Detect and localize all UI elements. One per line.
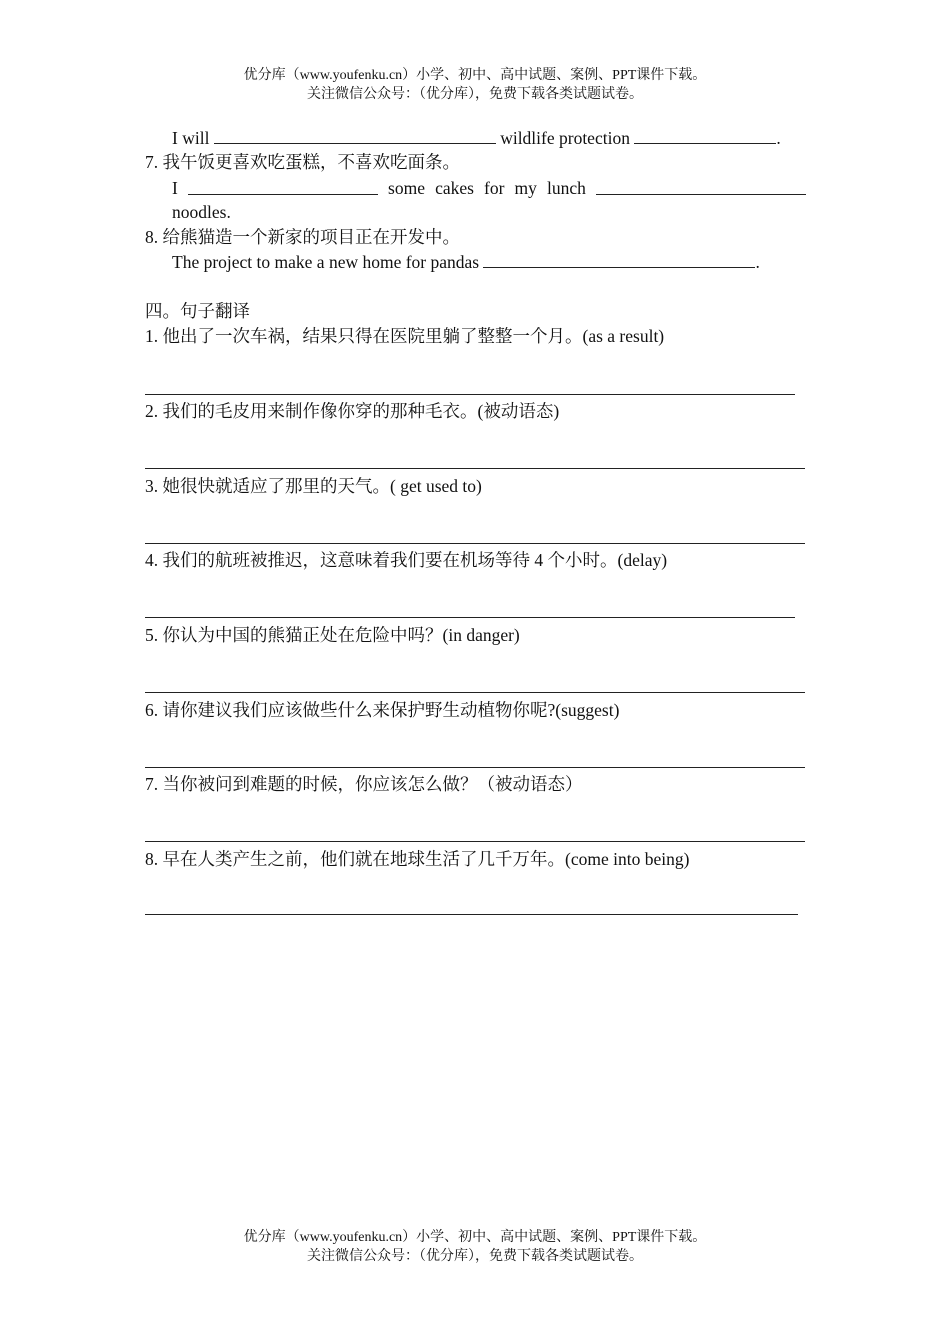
page-header: [0, 66, 950, 104]
page-footer: [0, 1228, 950, 1266]
answer-line-7[interactable]: [145, 841, 805, 842]
q8-text-a: The project to make a new home for pandas: [172, 252, 480, 272]
header-line-1: 优分库（www.youfenku.cn）小学、初中、高中试题、案例、PPT课件下载。: [243, 68, 707, 83]
header-line-2: 关注微信公众号：（优分库），免费下载各类试题试卷。: [307, 87, 643, 102]
q6-text-b: wildlife protection: [500, 128, 630, 148]
footer-line-1: 优分库（www.youfenku.cn）小学、初中、高中试题、案例、PPT课件下载。: [243, 1230, 707, 1245]
q8-prompt: 8. 给熊猫造一个新家的项目正在开发中。: [145, 227, 460, 247]
q7-text-e: my: [514, 178, 537, 198]
answer-line-8[interactable]: [145, 914, 798, 915]
q6-blank-1[interactable]: [214, 129, 496, 144]
q6-blank-2[interactable]: [634, 129, 776, 144]
q8-end: .: [755, 252, 760, 272]
section-title: 四。句子翻译: [145, 301, 250, 321]
q7-answer-line: [172, 177, 806, 199]
translation-item-7: 7. 当你被问到难题的时候，你应该怎么做？（被动语态）: [145, 774, 583, 794]
footer-line-2: 关注微信公众号：（优分库），免费下载各类试题试卷。: [307, 1249, 643, 1264]
answer-line-5[interactable]: [145, 692, 805, 693]
answer-line-2[interactable]: [145, 468, 805, 469]
q7-text-d: for: [484, 178, 505, 198]
translation-item-2: 2. 我们的毛皮用来制作像你穿的那种毛衣。(被动语态): [145, 401, 560, 421]
answer-line-3[interactable]: [145, 543, 805, 544]
q8-answer-line: [172, 251, 760, 273]
translation-item-5: 5. 你认为中国的熊猫正处在危险中吗？(in danger): [145, 625, 520, 645]
q6-continuation: [172, 127, 781, 149]
q8-blank[interactable]: [483, 253, 755, 268]
q7-blank-2[interactable]: [596, 180, 806, 195]
answer-line-6[interactable]: [145, 767, 805, 768]
q6-text-a: I will: [172, 128, 210, 148]
translation-item-3: 3. 她很快就适应了那里的天气。( get used to): [145, 476, 482, 496]
q7-text-noodles: noodles.: [172, 202, 231, 222]
translation-item-4: 4. 我们的航班被推迟，这意味着我们要在机场等待 4 个小时。(delay): [145, 550, 668, 570]
q7-text-f: lunch: [547, 178, 586, 198]
translation-item-8: 8. 早在人类产生之前，他们就在地球生活了几千万年。(come into being): [145, 849, 690, 869]
q7-text-b: some: [388, 178, 425, 198]
q7-prompt: 7. 我午饭更喜欢吃蛋糕，不喜欢吃面条。: [145, 152, 460, 172]
answer-line-1[interactable]: [145, 394, 795, 395]
q7-text-a: I: [172, 178, 178, 198]
translation-item-6: 6. 请你建议我们应该做些什么来保护野生动植物你呢?(suggest): [145, 700, 620, 720]
answer-line-4[interactable]: [145, 617, 795, 618]
q7-text-c: cakes: [435, 178, 474, 198]
q7-blank-1[interactable]: [188, 180, 378, 195]
translation-item-1: 1. 他出了一次车祸，结果只得在医院里躺了整整一个月。(as a result): [145, 326, 665, 346]
q6-end: .: [776, 128, 781, 148]
